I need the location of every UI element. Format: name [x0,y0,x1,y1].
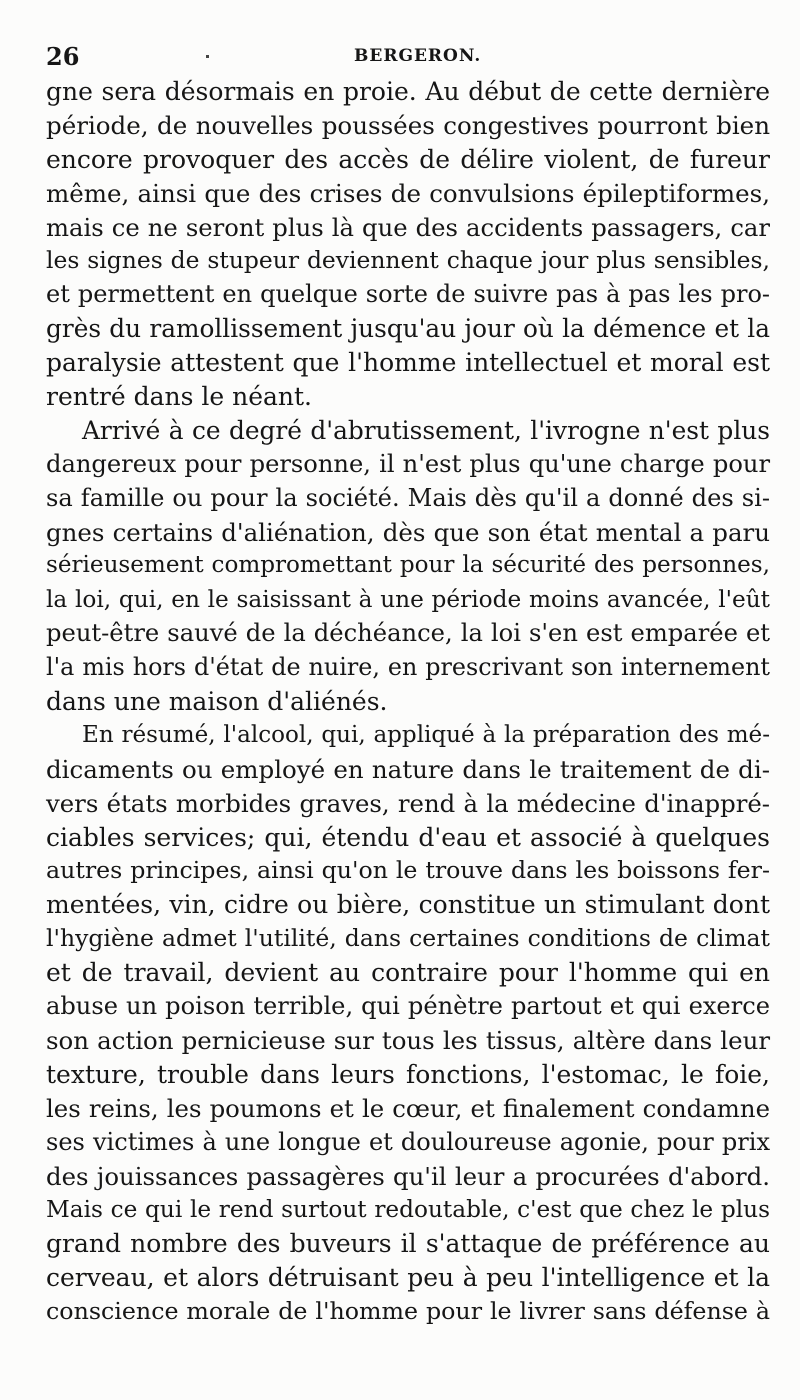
text-line: et permettent en quelque sorte de suivre pas à pas les pro- [46,280,770,309]
text-line: mentées, vin, cidre ou bière, constitue un stimulant dont [46,890,770,920]
text-line: cerveau, et alors détruisant peu à peu l'intelligence et la [46,1263,770,1293]
text-line: autres principes, ainsi qu'on le trouve dans les boissons fer- [46,856,770,885]
text-line: gne sera désormais en proie. Au début de cette dernière [46,77,770,106]
text-line: grand nombre des buveurs il s'attaque de préférence au [46,1229,770,1259]
text-line: ciables services; qui, étendu d'eau et associé à quelques [46,822,770,852]
text-line: mais ce ne seront plus là que des accidents passagers, car [46,212,770,242]
running-head: BERGERON. [354,46,482,66]
text-line: les signes de stupeur deviennent chaque jour plus sensibles, [46,246,770,275]
text-line: texture, trouble dans leurs fonctions, l'estomac, le foie, [46,1059,770,1089]
body-text [46,75,770,1329]
text-line: Arrivé à ce degré d'abrutissement, l'ivrogne n'est plus [82,415,770,445]
text-line: l'a mis hors d'état de nuire, en prescrivant son internement [46,653,770,682]
text-line: période, de nouvelles poussées congestives pourront bien [46,110,770,140]
text-line: dans une maison d'aliénés. [46,687,388,717]
text-line: dangereux pour personne, il n'est plus qu'une charge pour [46,449,770,478]
text-line: et de travail, devient au contraire pour l'homme qui en [46,958,770,988]
text-line: les reins, les poumons et le cœur, et finalement condamne [46,1093,770,1123]
text-line: sa famille ou pour la société. Mais dès qu'il a donné des si- [46,483,770,512]
text-line: paralysie attestent que l'homme intellectuel et moral est [46,348,770,378]
text-line: vers états morbides graves, rend à la médecine d'inappré- [46,788,770,818]
text-line: conscience morale de l'homme pour le livrer sans défense à [46,1297,770,1326]
text-line: la loi, qui, en le saisissant à une période moins avancée, l'eût [46,586,770,614]
text-line: dicaments ou employé en nature dans le traitement de di- [46,754,770,784]
text-line: peut-être sauvé de la déchéance, la loi s'en est emparée et [46,619,770,648]
text-line: même, ainsi que des crises de convulsions épileptiformes, [46,178,770,208]
text-line: encore provoquer des accès de délire violent, de fureur [46,144,770,174]
text-line: En résumé, l'alcool, qui, appliqué à la préparation des mé- [82,721,770,748]
text-line: gnes certains d'aliénation, dès que son état mental a paru [46,517,770,547]
page-header [46,42,786,78]
text-line: ses victimes à une longue et douloureuse agonie, pour prix [46,1127,770,1156]
text-line: sérieusement compromettant pour la sécurité des personnes, [46,552,770,579]
text-line: grès du ramollissement jusqu'au jour où la démence et la [46,314,770,344]
page-number: 26 [46,42,80,71]
text-line: rentré dans le néant. [46,382,313,412]
text-line: des jouissances passagères qu'il leur a procurées d'abord. [46,1161,770,1191]
text-line: l'hygiène admet l'utilité, dans certaines conditions de climat [46,924,770,953]
text-line: abuse un poison terrible, qui pénètre partout et qui exerce [46,992,770,1021]
text-line: son action pernicieuse sur tous les tissus, altère dans leur [46,1025,770,1055]
text-line: Mais ce qui le rend surtout redoutable, c'est que chez le plus [46,1196,770,1224]
